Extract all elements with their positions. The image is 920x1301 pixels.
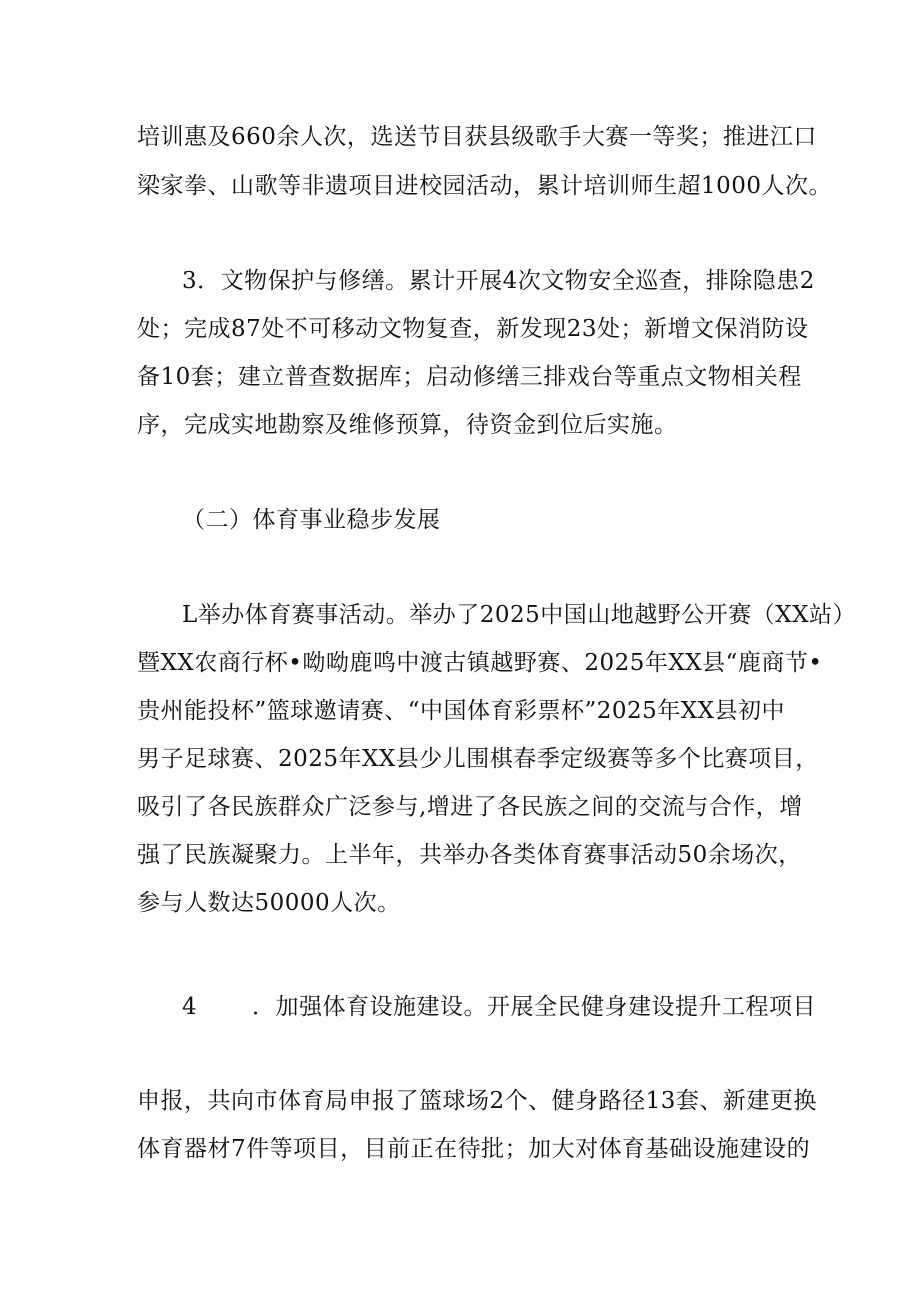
paragraph-line: 处；完成87处不可移动文物复查，新发现23处；新增文保消防设 (137, 316, 809, 342)
paragraph-line: 申报，共向市体育局申报了篮球场2个、健身路径13套、新建更换 (137, 1088, 817, 1114)
paragraph-line: 暨XX农商行杯•呦呦鹿鸣中渡古镇越野赛、2025年XX县“鹿商节• (137, 650, 823, 676)
paragraph-line: 贵州能投杯”篮球邀请赛、“中国体育彩票杯”2025年XX县初中 (137, 698, 786, 724)
paragraph-line: 梁家拳、山歌等非遗项目进校园活动，累计培训师生超1000人次。 (137, 173, 833, 199)
paragraph-line: 体育器材7件等项目，目前正在待批；加大对体育基础设施建设的 (137, 1136, 811, 1162)
paragraph-line: 参与人数达50000人次。 (137, 890, 401, 916)
section-heading: （二）体育事业稳步发展 (182, 507, 441, 533)
paragraph-line: 3．文物保护与修缮。累计开展4次文物安全巡查，排除隐患2 (182, 268, 815, 294)
paragraph-line: 吸引了各民族群众广泛参与,增进了各民族之间的交流与合作，增 (137, 794, 803, 820)
item-text: ．加强体育设施建设。开展全民健身建设提升工程项目 (252, 994, 816, 1020)
paragraph-line: 男子足球赛、2025年XX县少儿围棋春季定级赛等多个比赛项目， (137, 746, 819, 772)
paragraph-line: 备10套；建立普查数据库；启动修缮三排戏台等重点文物相关程 (137, 364, 802, 390)
numbered-heading-line (182, 992, 816, 1022)
paragraph-line: 序，完成实地勘察及维修预算，待资金到位后实施。 (137, 412, 678, 438)
paragraph-line: L举办体育赛事活动。举办了2025中国山地越野公开赛（XX站） (182, 602, 857, 628)
paragraph-line: 强了民族凝聚力。上半年，共举办各类体育赛事活动50余场次， (137, 842, 802, 868)
item-number: 4 (182, 994, 198, 1020)
paragraph-line: 培训惠及660余人次，选送节目获县级歌手大赛一等奖；推进江口 (137, 124, 817, 150)
